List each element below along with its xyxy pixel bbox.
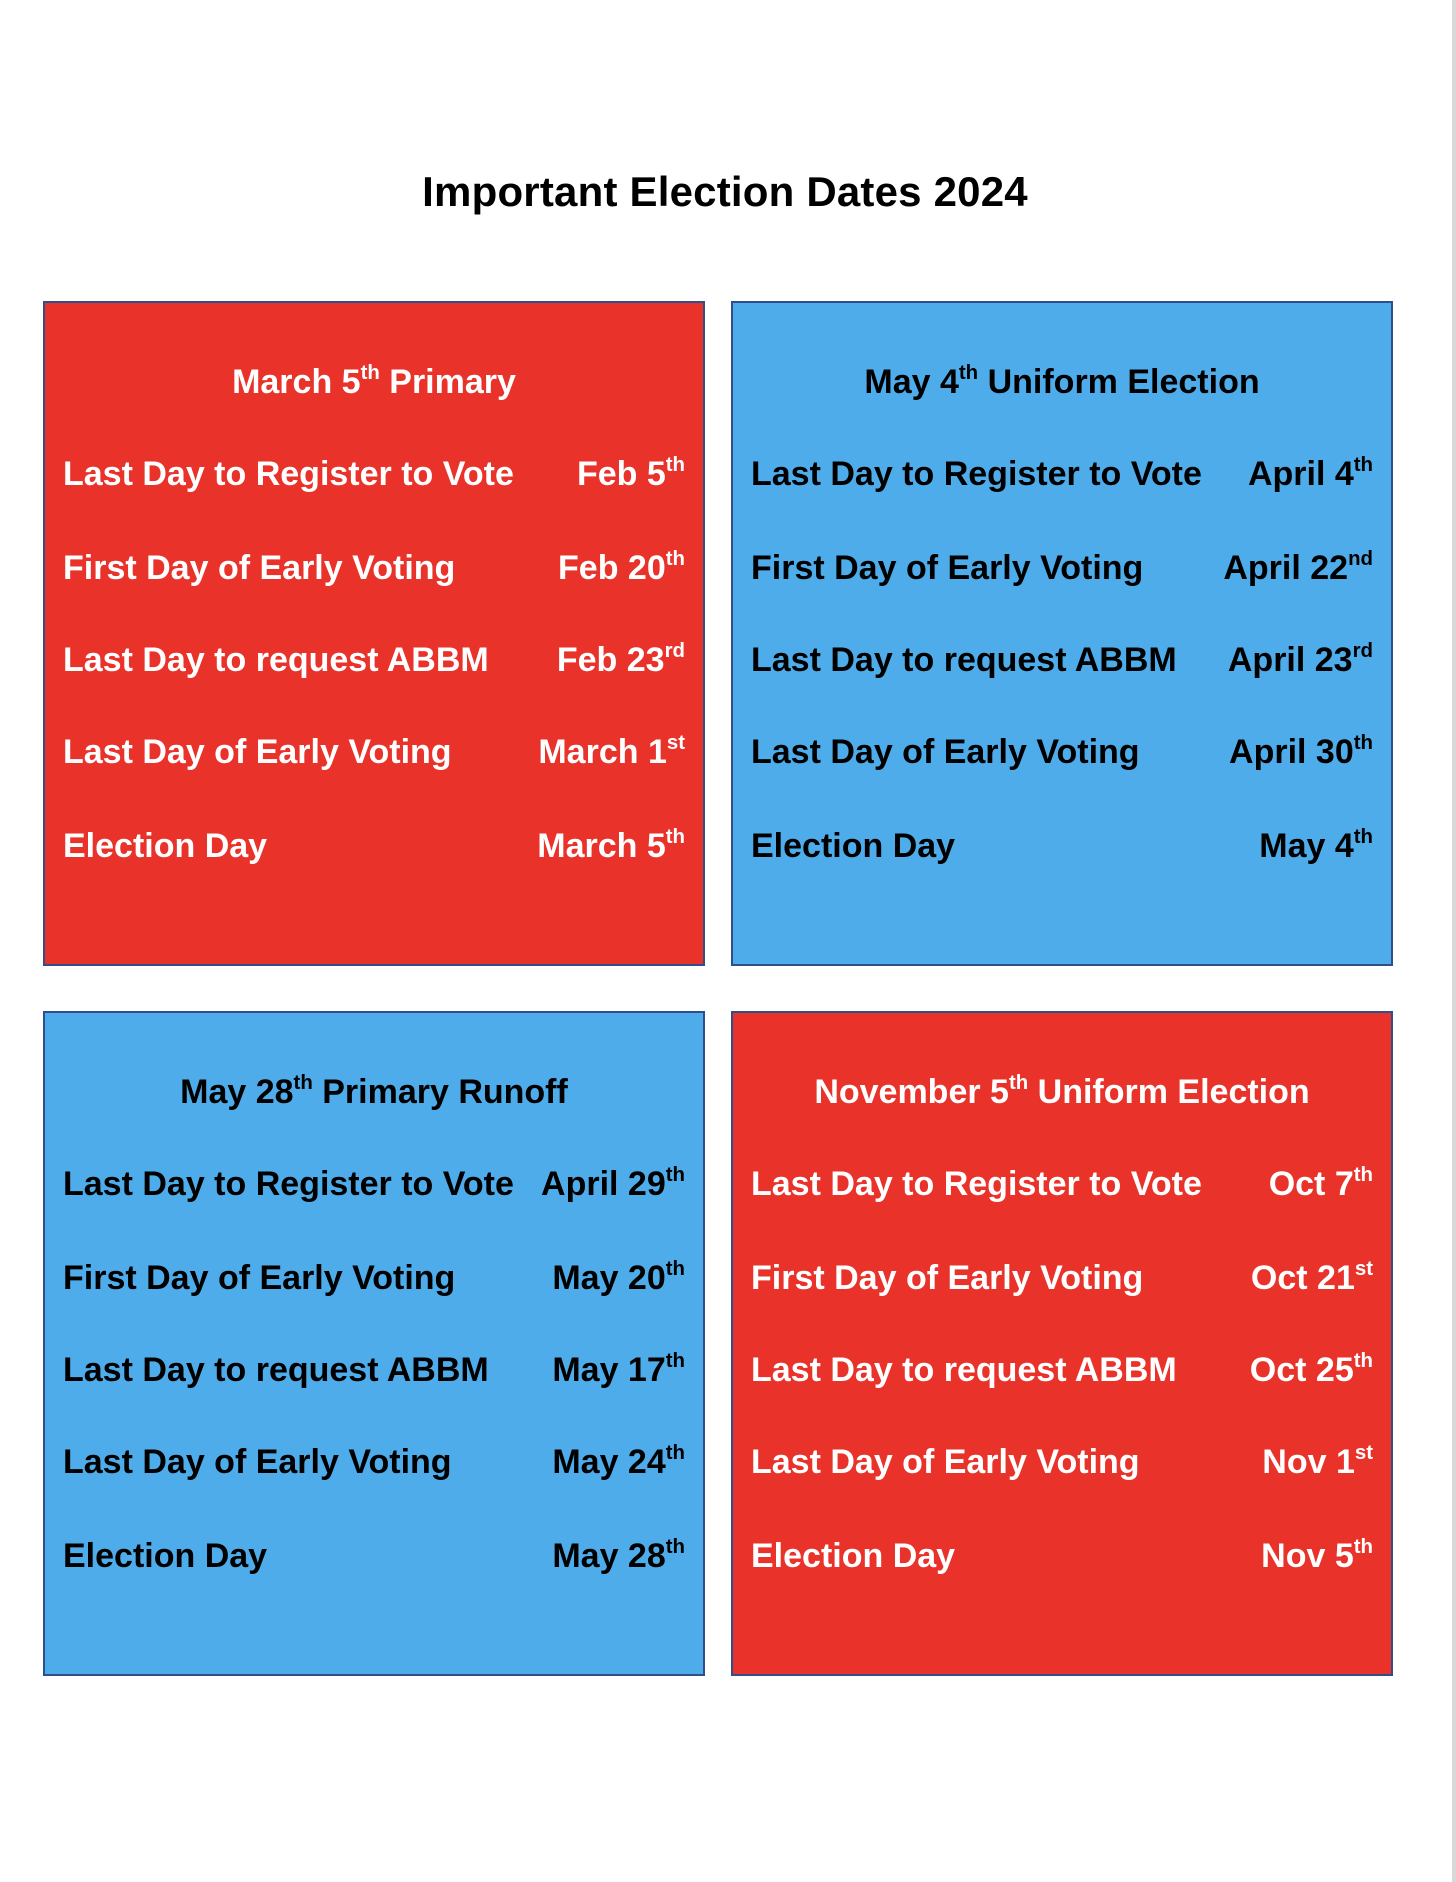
row-date: April 23rd — [1227, 639, 1373, 679]
row-label: Last Day of Early Voting — [751, 1443, 1140, 1481]
date-row — [751, 827, 1373, 871]
row-label: Election Day — [63, 827, 268, 865]
row-label: Election Day — [751, 827, 956, 865]
row-date: May 4th — [1259, 825, 1373, 865]
row-date: May 24th — [552, 1441, 685, 1481]
row-date: March 1st — [538, 731, 685, 771]
date-row — [63, 733, 685, 777]
date-row — [63, 1165, 685, 1209]
panel-may-uniform-election — [731, 301, 1393, 966]
row-date: April 30th — [1229, 731, 1373, 771]
row-date: Oct 7th — [1268, 1163, 1373, 1203]
date-row — [63, 549, 685, 593]
date-row — [63, 827, 685, 871]
row-date: Feb 5th — [576, 453, 685, 493]
row-label: Last Day to Register to Vote — [751, 455, 1202, 493]
row-label: First Day of Early Voting — [63, 1259, 456, 1297]
row-label: Last Day to Register to Vote — [63, 1165, 514, 1203]
row-label: Last Day to request ABBM — [63, 641, 489, 679]
row-label: Last Day of Early Voting — [751, 733, 1140, 771]
page-title: Important Election Dates 2024 — [422, 168, 1028, 215]
panel-title: November 5th Uniform Election — [814, 1071, 1310, 1111]
date-row — [751, 1165, 1373, 1209]
row-date: Oct 21st — [1250, 1257, 1373, 1297]
date-row — [751, 1351, 1373, 1395]
date-row — [63, 1443, 685, 1487]
row-label: First Day of Early Voting — [751, 549, 1144, 587]
date-row — [751, 641, 1373, 685]
date-row — [751, 733, 1373, 777]
panel-march-primary — [43, 301, 705, 966]
row-label: Last Day to Register to Vote — [63, 455, 514, 493]
row-label: Election Day — [63, 1537, 268, 1575]
page-edge — [1452, 0, 1456, 1882]
row-label: Last Day to request ABBM — [751, 641, 1177, 679]
date-row — [63, 455, 685, 499]
row-label: Last Day to Register to Vote — [751, 1165, 1202, 1203]
panel-title: March 5th Primary — [232, 361, 516, 401]
date-row — [751, 455, 1373, 499]
row-date: May 20th — [552, 1257, 685, 1297]
row-date: March 5th — [537, 825, 685, 865]
row-label: Last Day of Early Voting — [63, 1443, 452, 1481]
date-row — [63, 1537, 685, 1581]
row-date: Nov 5th — [1261, 1535, 1373, 1575]
row-date: May 28th — [552, 1535, 685, 1575]
row-label: First Day of Early Voting — [751, 1259, 1144, 1297]
panel-title: May 28th Primary Runoff — [180, 1071, 568, 1111]
row-label: Last Day of Early Voting — [63, 733, 452, 771]
row-label: First Day of Early Voting — [63, 549, 456, 587]
row-date: Feb 20th — [558, 547, 685, 587]
date-row — [63, 1351, 685, 1395]
row-label: Last Day to request ABBM — [63, 1351, 489, 1389]
row-label: Last Day to request ABBM — [751, 1351, 1177, 1389]
row-date: April 29th — [541, 1163, 685, 1203]
row-date: Nov 1st — [1262, 1441, 1373, 1481]
panel-may-primary-runoff — [43, 1011, 705, 1676]
date-row — [751, 1443, 1373, 1487]
date-row — [751, 549, 1373, 593]
panel-title: May 4th Uniform Election — [864, 361, 1260, 401]
row-date: Oct 25th — [1249, 1349, 1373, 1389]
row-label: Election Day — [751, 1537, 956, 1575]
panel-november-uniform-election — [731, 1011, 1393, 1676]
row-date: May 17th — [552, 1349, 685, 1389]
row-date: Feb 23rd — [556, 639, 685, 679]
date-row — [751, 1259, 1373, 1303]
row-date: April 4th — [1247, 453, 1373, 493]
date-row — [63, 641, 685, 685]
date-row — [751, 1537, 1373, 1581]
date-row — [63, 1259, 685, 1303]
row-date: April 22nd — [1223, 547, 1373, 587]
